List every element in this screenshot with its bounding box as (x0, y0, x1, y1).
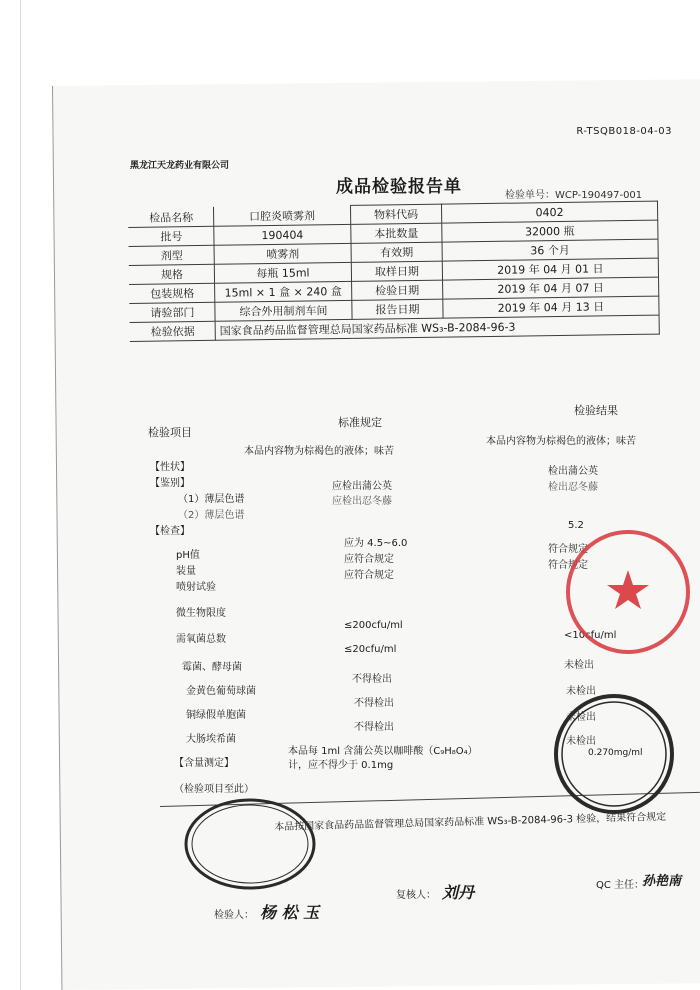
end-note: （检验项目至此） (174, 784, 254, 795)
batch-label: 批号 (129, 226, 214, 246)
quantity-label: 本批数量 (351, 223, 442, 243)
spray-result: 符合规定 (548, 560, 588, 571)
volume-result: 符合规定 (548, 544, 588, 555)
column-header-standard: 标准规定 (338, 416, 382, 429)
assay-standard-line2: 计，应不得少于 0.1mg (288, 760, 394, 771)
ph-result: 5.2 (568, 520, 584, 531)
quality-management-seal (548, 688, 680, 820)
report-date-value: 2019 年 04 月 13 日 (443, 296, 659, 318)
examination-section: 【检查】 (150, 526, 190, 537)
staph-item: 金黄色葡萄球菌 (186, 686, 256, 697)
report-title: 成品检验报告单 (336, 177, 462, 197)
product-name-label: 检品名称 (129, 207, 214, 227)
form-value: 喷雾剂 (214, 243, 351, 264)
tlc1-item: （1）薄层色谱 (178, 494, 245, 505)
report-date-label: 报告日期 (352, 299, 443, 319)
test-date-value: 2019 年 04 月 07 日 (443, 277, 659, 299)
batch-value: 190404 (214, 224, 351, 245)
microbe-item: 微生物限度 (176, 608, 226, 619)
validity-value: 36 个月 (442, 239, 658, 261)
company-red-seal (562, 526, 694, 658)
properties-result: 本品内容物为棕褐色的液体；味苦 (486, 436, 636, 447)
tlc2-result: 检出忍冬藤 (548, 482, 598, 493)
pseudo-standard: 不得检出 (354, 698, 394, 709)
product-info-table (128, 201, 660, 342)
column-header-item: 检验项目 (148, 426, 192, 439)
checker-label: 检验人： (214, 910, 254, 921)
ph-item: pH值 (176, 550, 200, 561)
validity-label: 有效期 (351, 242, 442, 262)
ecoli-result: 未检出 (566, 736, 596, 747)
ecoli-standard: 不得检出 (354, 722, 394, 733)
pseudo-result: 未检出 (566, 712, 596, 723)
ph-standard: 应为 4.5~6.0 (344, 538, 408, 549)
spec-value: 每瓶 15ml (214, 262, 351, 283)
volume-item: 装量 (176, 566, 196, 577)
tlc1-result: 检出蒲公英 (548, 466, 598, 477)
conclusion-text: 本品按国家食品药品监督管理总局国家药品标准 WS₃-B-2084-96-3 检验，结果符合规定 (274, 811, 667, 833)
package-value: 15ml × 1 盒 × 240 盒 (215, 281, 352, 302)
spray-item: 喷射试验 (176, 582, 216, 593)
material-code-value: 0402 (441, 201, 657, 223)
basis-label: 检验依据 (130, 321, 215, 341)
inspection-seal (180, 794, 320, 894)
properties-section: 【性状】 (150, 462, 190, 473)
quantity-value: 32000 瓶 (442, 220, 658, 242)
assay-result: 0.270mg/ml (588, 748, 643, 758)
qc-director-label: QC 主任： (596, 880, 645, 891)
volume-standard: 应符合规定 (344, 554, 394, 565)
test-date-label: 检验日期 (352, 280, 443, 300)
document-code: R-TSQB018-04-03 (576, 126, 672, 137)
material-code-label: 物料代码 (350, 204, 441, 224)
reviewer-label: 复核人： (396, 890, 436, 901)
aerobic-item: 需氧菌总数 (176, 634, 226, 645)
assay-standard-line1: 本品每 1ml 含蒲公英以咖啡酸（C₉H₈O₄） (288, 746, 478, 757)
assay-section: 【含量测定】 (174, 758, 234, 769)
staph-result: 未检出 (566, 686, 596, 697)
sample-date-label: 取样日期 (351, 261, 442, 281)
sample-date-value: 2019 年 04 月 01 日 (442, 258, 658, 280)
basis-value: 国家食品药品监督管理总局国家药品标准 WS₃-B-2084-96-3 (215, 315, 659, 340)
mold-result: 未检出 (564, 660, 594, 671)
scan-edge-line (20, 0, 21, 990)
tlc2-standard: 应检出忍冬藤 (332, 496, 392, 507)
product-name-value: 口腔炎喷雾剂 (213, 205, 350, 226)
tlc2-item: （2）薄层色谱 (178, 510, 245, 521)
properties-standard: 本品内容物为棕褐色的液体；味苦 (244, 446, 394, 457)
package-label: 包装规格 (130, 283, 215, 303)
reviewer-signature: 刘丹 (442, 883, 475, 902)
identification-section: 【鉴别】 (150, 478, 190, 489)
qc-director-signature: 孙艳南 (642, 874, 682, 889)
ecoli-item: 大肠埃希菌 (186, 734, 236, 745)
aerobic-standard: ≤200cfu/ml (344, 620, 403, 631)
report-number: 检验单号：WCP-190497-001 (505, 190, 643, 201)
checker-signature: 杨 松 玉 (260, 903, 320, 922)
mold-item: 霉菌、酵母菌 (182, 662, 242, 673)
tlc1-standard: 应检出蒲公英 (332, 481, 392, 492)
mold-standard: ≤20cfu/ml (344, 644, 397, 655)
pseudo-item: 铜绿假单胞菌 (186, 710, 246, 721)
aerobic-result: <10cfu/ml (564, 630, 617, 641)
dept-label: 请验部门 (130, 302, 215, 322)
form-label: 剂型 (129, 245, 214, 265)
dept-value: 综合外用制剂车间 (215, 300, 352, 321)
spec-label: 规格 (129, 264, 214, 284)
staph-standard: 不得检出 (352, 674, 392, 685)
spray-standard: 应符合规定 (344, 570, 394, 581)
column-header-result: 检验结果 (574, 404, 618, 417)
company-name: 黑龙江天龙药业有限公司 (130, 161, 230, 171)
